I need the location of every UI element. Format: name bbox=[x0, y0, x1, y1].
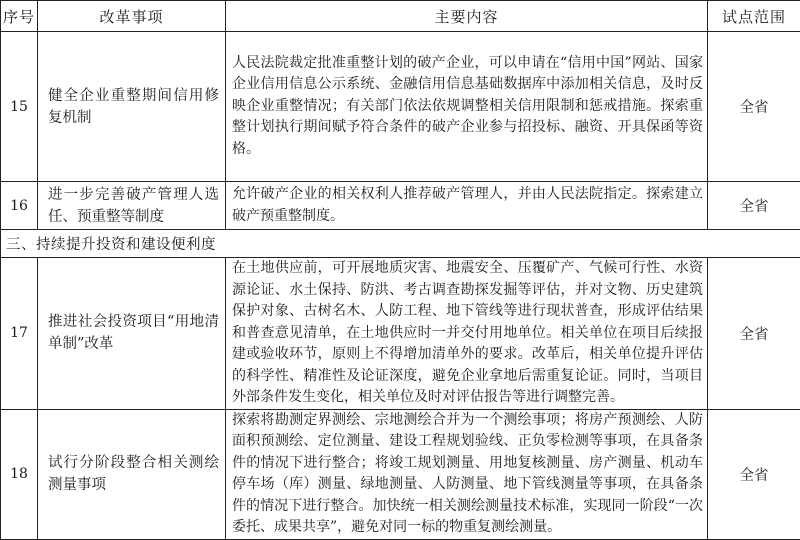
row-item: 试行分阶段整合相关测绘测量事项 bbox=[38, 409, 226, 539]
row-num: 16 bbox=[1, 182, 38, 230]
row-num: 17 bbox=[1, 258, 38, 410]
header-num: 序号 bbox=[1, 1, 38, 32]
row-content: 在土地供应前，可开展地质灾害、地震安全、压覆矿产、气候可行性、水资源论证、水土保持、防洪、考古调查勘探发掘等评估，并对文物、历史建筑保护对象、古树名木、人防工程、地下管线等进行现状普查，形成评估结果和普查意见清单，在土地供应时一并交付用地单位。相关单位在项目后续报建或验收环节，原则上不得增加清单外的要求。改革后，相关单位提升评估的科学性、精准性及论证深度，避免企业拿地后需重复论证。同时，当项目外部条件发生变化，相关单位及时对评估报告等进行调整完善。 bbox=[226, 258, 708, 410]
table-row bbox=[1, 258, 800, 410]
row-item: 健全企业重整期间信用修复机制 bbox=[38, 32, 226, 182]
row-content: 人民法院裁定批准重整计划的破产企业，可以申请在“信用中国”网站、国家企业信用信息公示系统、金融信用信息基础数据库中添加相关信息，及时反映企业重整情况；有关部门依法依规调整相关信用限制和惩戒措施。探索重整计划执行期间赋予符合条件的破产企业参与招投标、融资、开具保函等资格。 bbox=[226, 32, 708, 182]
row-num: 18 bbox=[1, 409, 38, 539]
row-content: 探索将勘测定界测绘、宗地测绘合并为一个测绘事项；将房产预测绘、人防面积预测绘、定位测量、建设工程规划验线、正负零检测等事项，在具备条件的情况下进行整合；将竣工规划测量、用地复核测量、房产测量、机动车停车场（库）测量、绿地测量、人防测量、地下管线测量等事项，在具备条件的情况下进行整合。加快统一相关测绘测量技术标准，实现同一阶段“一次委托、成果共享”，避免对同一标的物重复测绘测量。 bbox=[226, 409, 708, 539]
row-scope: 全省 bbox=[708, 409, 800, 539]
header-scope: 试点范围 bbox=[708, 1, 800, 32]
table-row bbox=[1, 182, 800, 230]
row-scope: 全省 bbox=[708, 258, 800, 410]
table-header-row bbox=[1, 1, 800, 32]
row-scope: 全省 bbox=[708, 182, 800, 230]
header-content: 主要内容 bbox=[226, 1, 708, 32]
row-content: 允许破产企业的相关权利人推荐破产管理人，并由人民法院指定。探索建立破产预重整制度。 bbox=[226, 182, 708, 230]
row-item: 进一步完善破产管理人选任、预重整等制度 bbox=[38, 182, 226, 230]
row-scope: 全省 bbox=[708, 32, 800, 182]
section-row bbox=[1, 230, 800, 258]
row-num: 15 bbox=[1, 32, 38, 182]
table-row bbox=[1, 32, 800, 182]
section-title: 三、持续提升投资和建设便利度 bbox=[1, 230, 800, 258]
table-row bbox=[1, 409, 800, 539]
header-item: 改革事项 bbox=[38, 1, 226, 32]
row-item: 推进社会投资项目“用地清单制”改革 bbox=[38, 258, 226, 410]
